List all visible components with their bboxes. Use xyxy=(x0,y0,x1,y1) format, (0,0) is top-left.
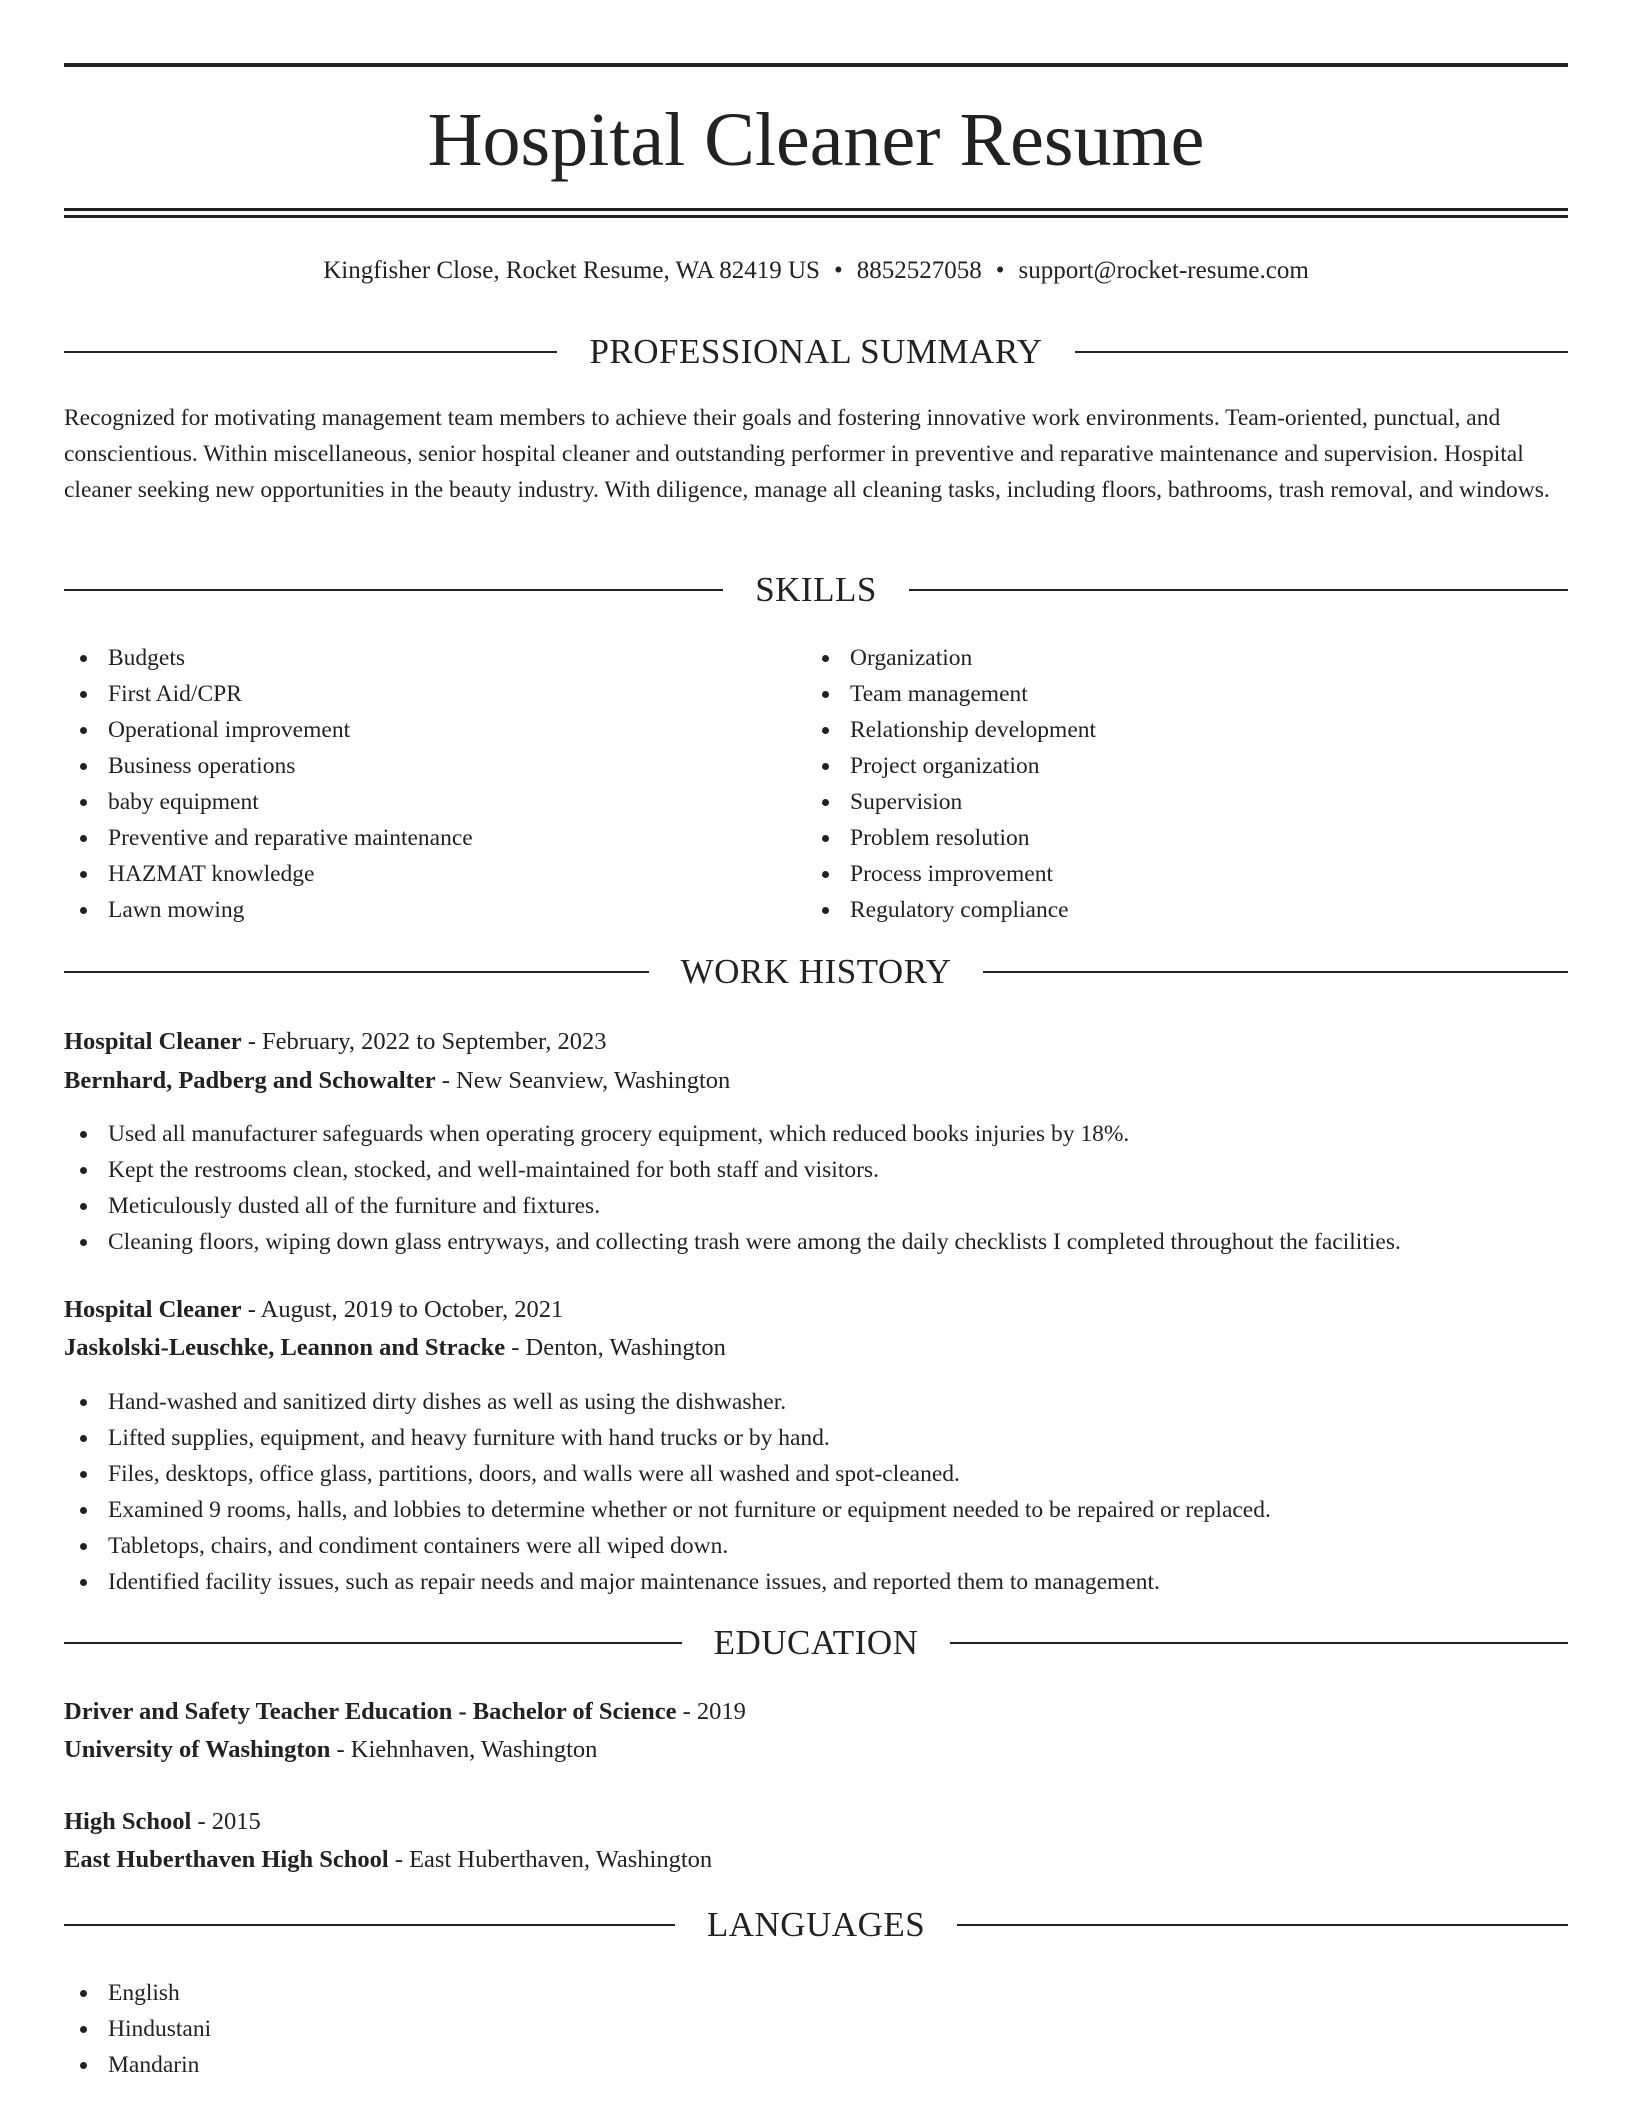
section-title: PROFESSIONAL SUMMARY xyxy=(589,332,1043,371)
job-location: - New Seanview, Washington xyxy=(435,1067,731,1094)
title-rule-upper xyxy=(64,208,1568,211)
education-school-line xyxy=(64,1842,712,1878)
section-title: WORK HISTORY xyxy=(680,952,952,991)
heading-rule xyxy=(64,1642,682,1644)
skill-item: Relationship development xyxy=(806,712,1096,748)
heading-rule xyxy=(64,351,557,353)
contact-separator: • xyxy=(995,257,1005,284)
title-rule-lower xyxy=(64,215,1568,218)
job-bullet: Cleaning floors, wiping down glass entryways, and collecting trash were among the daily checklists I completed throughout the facilities. xyxy=(64,1224,1401,1260)
education-degree: High School xyxy=(64,1808,192,1835)
section-heading-summary xyxy=(64,330,1568,374)
heading-rule xyxy=(1075,351,1568,353)
job-bullet: Examined 9 rooms, halls, and lobbies to determine whether or not furniture or equipment needed to be repaired or replaced. xyxy=(64,1492,1271,1528)
contact-address: Kingfisher Close, Rocket Resume, WA 82419 US xyxy=(323,257,820,284)
heading-rule xyxy=(957,1924,1568,1926)
contact-line xyxy=(64,254,1568,288)
education-location: - East Huberthaven, Washington xyxy=(388,1846,713,1873)
job-bullet: Kept the restrooms clean, stocked, and well-maintained for both staff and visitors. xyxy=(64,1152,1401,1188)
heading-rule xyxy=(64,589,723,591)
skill-item: Supervision xyxy=(806,784,1096,820)
job-dates: - August, 2019 to October, 2021 xyxy=(241,1296,564,1323)
education-location: - Kiehnhaven, Washington xyxy=(330,1736,598,1763)
skill-item: Preventive and reparative maintenance xyxy=(64,820,473,856)
skill-item: HAZMAT knowledge xyxy=(64,856,473,892)
skill-item: Business operations xyxy=(64,748,473,784)
education-degree: Driver and Safety Teacher Education - Bachelor of Science xyxy=(64,1698,677,1725)
skill-item: Problem resolution xyxy=(806,820,1096,856)
heading-rule xyxy=(64,971,649,973)
skill-item: Lawn mowing xyxy=(64,892,473,928)
contact-separator: • xyxy=(833,257,843,284)
job-bullet: Files, desktops, office glass, partitions, doors, and walls were all washed and spot-cleaned. xyxy=(64,1456,1271,1492)
job-bullet: Hand-washed and sanitized dirty dishes as well as using the dishwasher. xyxy=(64,1384,1271,1420)
skill-item: Regulatory compliance xyxy=(806,892,1096,928)
section-heading-languages xyxy=(64,1903,1568,1947)
education-year: - 2015 xyxy=(191,1808,261,1835)
education-school: East Huberthaven High School xyxy=(64,1846,389,1873)
summary-text: Recognized for motivating management team members to achieve their goals and fostering innovative work environments. Team-oriented, punctual, and conscientious. Within miscellaneous, senior hospital cleaner and outstanding performer in preventive and reparative maintenance and supervision. Hospital cleaner seeking new opportunities in the beauty industry. With diligence, manage all cleaning tasks, including floors, bathrooms, trash removal, and windows. xyxy=(64,405,1550,503)
education-school-line xyxy=(64,1732,597,1768)
language-item: Mandarin xyxy=(64,2047,211,2083)
job-title-line xyxy=(64,1024,606,1060)
job-bullets xyxy=(64,1384,1271,1600)
skills-list-right xyxy=(806,640,1096,928)
job-bullet: Lifted supplies, equipment, and heavy furniture with hand trucks or by hand. xyxy=(64,1420,1271,1456)
skill-item: Operational improvement xyxy=(64,712,473,748)
section-heading-education xyxy=(64,1621,1568,1665)
education-school: University of Washington xyxy=(64,1736,331,1763)
skill-item: Budgets xyxy=(64,640,473,676)
heading-rule xyxy=(64,1924,675,1926)
job-role: Hospital Cleaner xyxy=(64,1296,242,1323)
skill-item: Organization xyxy=(806,640,1096,676)
job-bullet: Meticulously dusted all of the furniture and fixtures. xyxy=(64,1188,1401,1224)
job-bullet: Tabletops, chairs, and condiment containers were all wiped down. xyxy=(64,1528,1271,1564)
languages-list xyxy=(64,1975,211,2083)
job-company-line xyxy=(64,1330,726,1366)
section-heading-work xyxy=(64,950,1568,994)
heading-rule xyxy=(909,589,1568,591)
job-company: Bernhard, Padberg and Schowalter xyxy=(64,1067,436,1094)
section-title: EDUCATION xyxy=(713,1623,919,1662)
skill-item: Project organization xyxy=(806,748,1096,784)
top-rule xyxy=(64,63,1568,67)
section-title: SKILLS xyxy=(755,570,877,609)
education-degree-line xyxy=(64,1804,261,1840)
language-item: Hindustani xyxy=(64,2011,211,2047)
language-item: English xyxy=(64,1975,211,2011)
heading-rule xyxy=(950,1642,1568,1644)
contact-phone: 8852527058 xyxy=(856,257,982,284)
education-year: - 2019 xyxy=(676,1698,746,1725)
job-dates: - February, 2022 to September, 2023 xyxy=(241,1028,607,1055)
contact-email: support@rocket-resume.com xyxy=(1018,257,1309,284)
heading-rule xyxy=(983,971,1568,973)
job-location: - Denton, Washington xyxy=(505,1334,726,1361)
job-title-line xyxy=(64,1292,563,1328)
skill-item: Team management xyxy=(806,676,1096,712)
section-heading-skills xyxy=(64,568,1568,612)
job-role: Hospital Cleaner xyxy=(64,1028,242,1055)
job-bullets xyxy=(64,1116,1401,1260)
job-company: Jaskolski-Leuschke, Leannon and Stracke xyxy=(64,1334,506,1361)
skills-list-left xyxy=(64,640,473,928)
skill-item: First Aid/CPR xyxy=(64,676,473,712)
resume-title: Hospital Cleaner Resume xyxy=(427,98,1205,182)
skill-item: baby equipment xyxy=(64,784,473,820)
job-company-line xyxy=(64,1063,730,1099)
education-degree-line xyxy=(64,1694,746,1730)
job-bullet: Identified facility issues, such as repair needs and major maintenance issues, and reported them to management. xyxy=(64,1564,1271,1600)
skill-item: Process improvement xyxy=(806,856,1096,892)
section-title: LANGUAGES xyxy=(706,1905,926,1944)
job-bullet: Used all manufacturer safeguards when operating grocery equipment, which reduced books injuries by 18%. xyxy=(64,1116,1401,1152)
